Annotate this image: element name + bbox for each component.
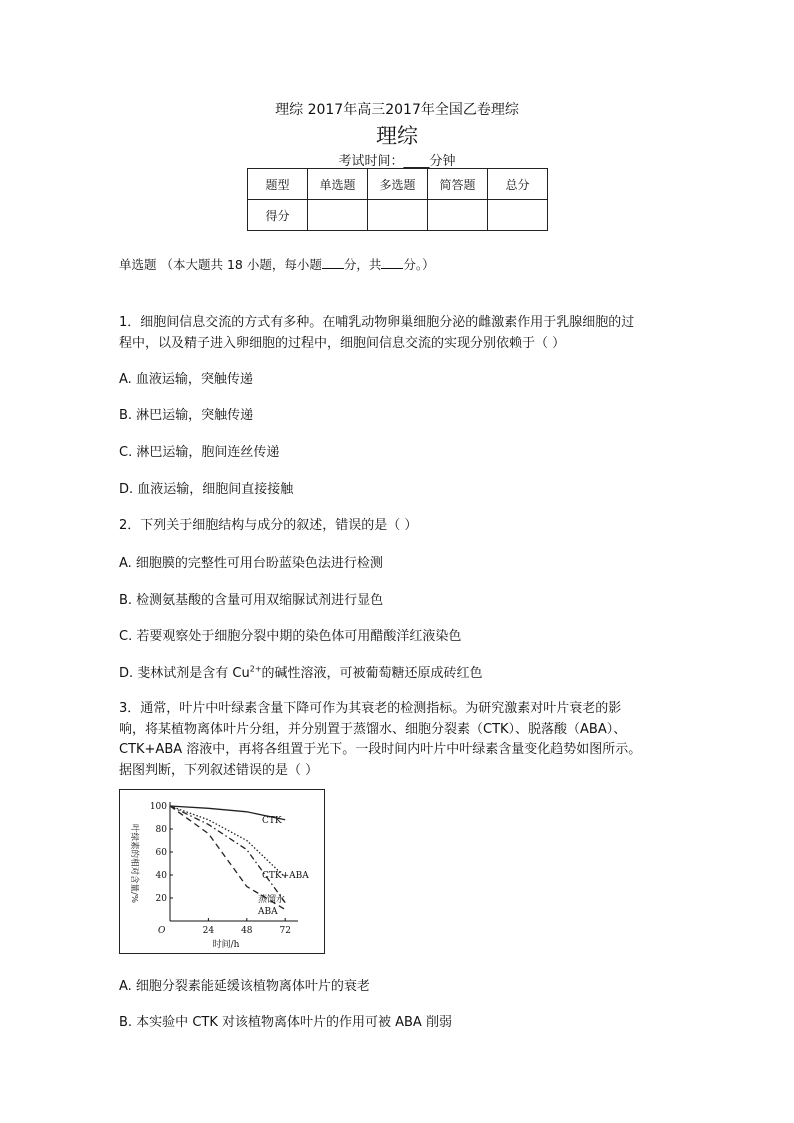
y-tick-label: 80	[155, 825, 167, 835]
score-header-total: 总分	[488, 169, 548, 200]
time-blank: ____	[403, 154, 430, 169]
score-cell	[368, 200, 428, 231]
question-1-option-b: B. 淋巴运输，突触传递	[119, 408, 254, 423]
score-header-multi: 多选题	[368, 169, 428, 200]
stem-line: 响，将某植物离体叶片分组，并分别置于蒸馏水、细胞分裂素（CTK）、脱落酸（ABA）、	[119, 721, 627, 737]
score-cell	[488, 200, 548, 231]
option-d-superscript: 2+	[249, 664, 262, 674]
question-1-option-a: A. 血液运输，突触传递	[119, 372, 253, 387]
section-desc-c: 分。）	[403, 257, 435, 272]
section-desc-b: 分，共	[343, 257, 382, 272]
exam-subtitle: 理综 2017年高三2017年全国乙卷理综	[275, 102, 519, 118]
stem-line: 程中，以及精子进入卵细胞的过程中，细胞间信息交流的实现分别依赖于（ ）	[119, 335, 566, 351]
y-tick-label: 60	[155, 848, 167, 858]
x-tick-label: 72	[279, 926, 291, 936]
question-1-option-c: C. 淋巴运输，胞间连丝传递	[119, 445, 280, 460]
series-label-3: ABA	[258, 907, 278, 917]
score-cell	[428, 200, 488, 231]
score-table-score-row	[248, 200, 548, 231]
chlorophyll-chart	[119, 789, 325, 954]
chart-svg	[120, 790, 324, 953]
score-table	[247, 168, 548, 231]
question-2-option-d	[119, 662, 483, 681]
option-d-text: D. 斐林试剂是含有 Cu	[119, 666, 250, 681]
question-3-option-b: B. 本实验中 CTK 对该植物离体叶片的作用可被 ABA 削弱	[119, 1015, 452, 1030]
question-2-stem: 2．下列关于细胞结构与成分的叙述，错误的是（ ）	[119, 518, 418, 533]
time-unit: 分钟	[429, 154, 456, 169]
question-2-option-c: C. 若要观察处于细胞分裂中期的染色体可用醋酸洋红液染色	[119, 629, 462, 644]
question-2-option-b: B. 检测氨基酸的含量可用双缩脲试剂进行显色	[119, 593, 384, 608]
x-tick-label: 24	[202, 926, 215, 936]
score-header-type: 题型	[248, 169, 308, 200]
section-desc-a: （本大题共 18 小题，每小题	[160, 257, 322, 272]
score-header-single: 单选题	[308, 169, 368, 200]
time-label: 考试时间：	[338, 154, 404, 169]
score-table-header-row	[248, 169, 548, 200]
question-3-stem	[119, 699, 694, 781]
question-3-option-a: A. 细胞分裂素能延缓该植物离体叶片的衰老	[119, 979, 370, 994]
origin-label: O	[158, 926, 166, 936]
score-row-label: 得分	[248, 200, 308, 231]
question-2-option-a: A. 细胞膜的完整性可用台盼蓝染色法进行检测	[119, 556, 383, 571]
question-1-option-d: D. 血液运输，细胞间直接接触	[119, 482, 294, 497]
exam-time	[0, 150, 794, 169]
y-axis-label: 叶绿素的相对含量/%	[129, 824, 139, 903]
section-label: 单选题	[119, 257, 157, 272]
blank-line	[381, 256, 403, 269]
series-label-2: 蒸馏水	[258, 895, 286, 905]
blank-line	[322, 256, 344, 269]
series-label-1: CTK+ABA	[262, 871, 309, 881]
x-axis-label: 时间/h	[212, 940, 240, 950]
exam-title: 理综	[376, 124, 418, 148]
x-tick-label: 48	[241, 926, 253, 936]
y-tick-label: 20	[155, 894, 167, 904]
section-heading	[119, 255, 435, 273]
stem-line: 1．细胞间信息交流的方式有多种。在哺乳动物卵巢细胞分泌的雌激素作用于乳腺细胞的过	[119, 315, 635, 330]
stem-line: 据图判断，下列叙述错误的是（ ）	[119, 762, 319, 778]
y-tick-label: 100	[149, 802, 167, 812]
series-label-0: CTK	[262, 816, 282, 826]
stem-line: CTK+ABA 溶液中，再将各组置于光下。一段时间内叶片中叶绿素含量变化趋势如图所示。	[119, 742, 642, 757]
question-1-stem	[119, 313, 694, 354]
option-d-text-rest: 的碱性溶液，可被葡萄糖还原成砖红色	[261, 666, 483, 681]
score-header-short: 简答题	[428, 169, 488, 200]
stem-line: 3．通常，叶片中叶绿素含量下降可作为其衰老的检测指标。为研究激素对叶片衰老的影	[119, 701, 622, 716]
score-cell	[308, 200, 368, 231]
y-tick-label: 40	[155, 871, 167, 881]
